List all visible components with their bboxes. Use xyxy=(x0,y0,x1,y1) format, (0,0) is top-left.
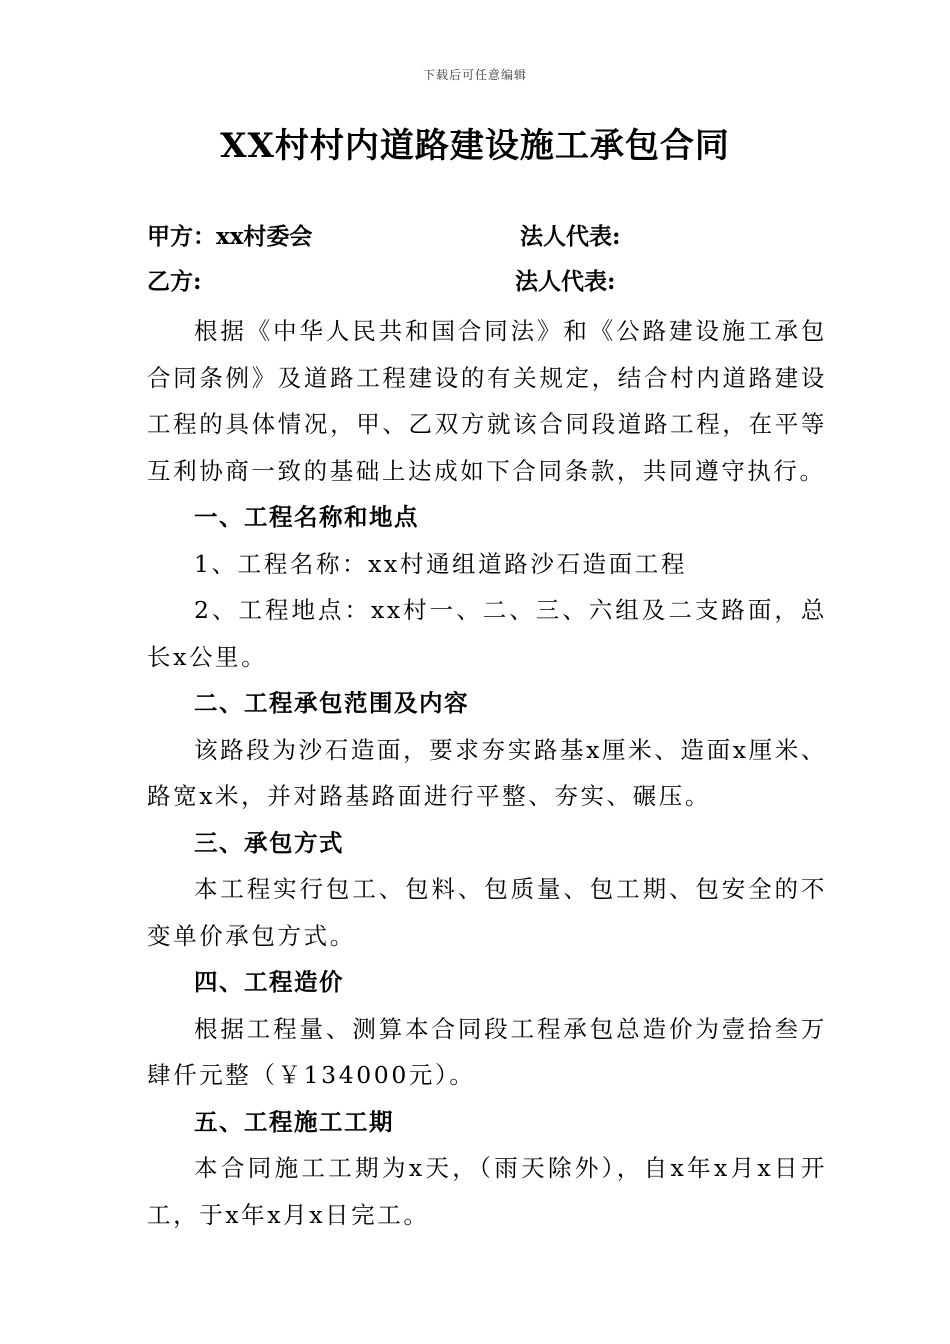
party-a-rep-label: 法人代表: xyxy=(520,223,621,250)
section-paragraph: 1、工程名称：xx村通组道路沙石造面工程 xyxy=(194,549,687,578)
section-paragraph: 2、工程地点：xx村一、二、三、六组及二支路面，总长x公里。 xyxy=(147,596,827,671)
section-heading: 一、工程名称和地点 xyxy=(194,503,419,531)
section-paragraph: 根据工程量、测算本合同段工程承包总造价为壹拾叁万肆仟元整（￥134000元）。 xyxy=(147,1014,827,1089)
document-title: XX村村内道路建设施工承包合同 xyxy=(220,126,730,166)
section-heading: 二、工程承包范围及内容 xyxy=(194,689,469,717)
section-paragraph: 该路段为沙石造面，要求夯实路基x厘米、造面x厘米、路宽x米，并对路基路面进行平整、夯实、碾压。 xyxy=(147,735,827,810)
section-paragraph: 本合同施工工期为x天，（雨天除外），自x年x月x日开工，于x年x月x日完工。 xyxy=(147,1154,827,1229)
section-heading: 四、工程造价 xyxy=(194,968,344,996)
section-paragraph: 本工程实行包工、包料、包质量、包工期、包安全的不变单价承包方式。 xyxy=(147,875,827,950)
header-note: 下载后可任意编辑 xyxy=(422,68,527,82)
party-b-rep-label: 法人代表: xyxy=(515,268,616,295)
party-a-row xyxy=(147,218,847,250)
party-a-label: 甲方：xx村委会 xyxy=(147,223,313,250)
contract-body xyxy=(147,308,827,1238)
section-heading: 五、工程施工工期 xyxy=(194,1107,394,1136)
party-b-label: 乙方: xyxy=(147,268,202,295)
party-b-row xyxy=(147,263,847,295)
section-heading: 三、承包方式 xyxy=(194,828,344,857)
intro-paragraph: 根据《中华人民共和国合同法》和《公路建设施工承包合同条例》及道路工程建设的有关规定，结合村内道路建设工程的具体情况，甲、乙双方就该合同段道路工程，在平等互利协商一致的基础上达成如下合同条款，共同遵守执行。 xyxy=(147,317,827,485)
